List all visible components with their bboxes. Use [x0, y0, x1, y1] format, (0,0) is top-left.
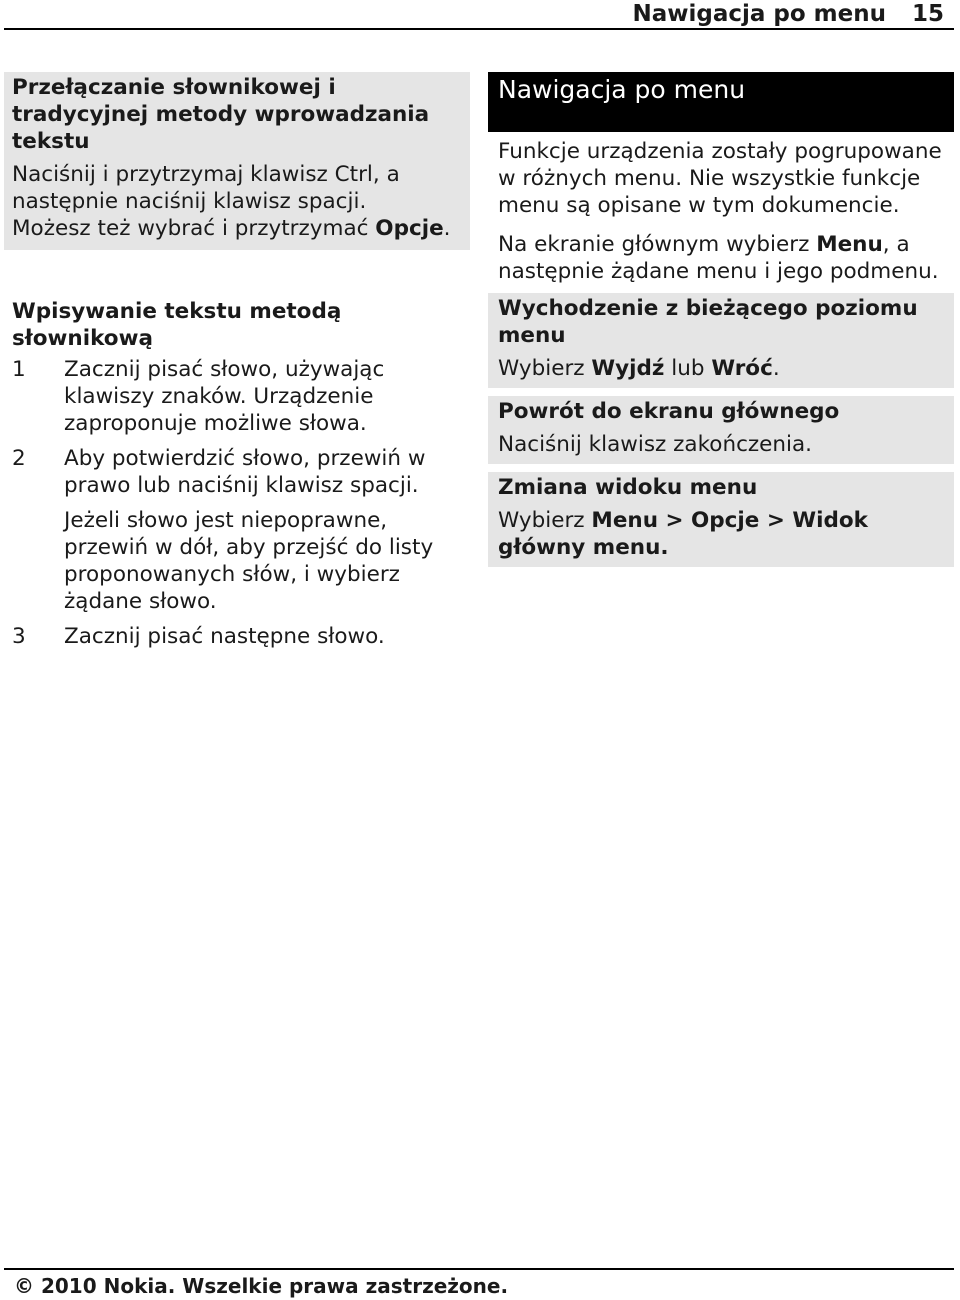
main-view-keyword: Widok główny menu: [498, 508, 868, 560]
footer-rule: [4, 1268, 954, 1270]
para2-suffix: , a następnie żądane menu i jego podmenu.: [498, 232, 939, 284]
tip-title: Przełączanie słownikowej i tradycyjnej metody wprowadzania tekstu: [12, 75, 430, 154]
tip-text: [498, 507, 944, 561]
menu-keyword: Menu: [816, 232, 883, 257]
text-mid: lub: [664, 356, 712, 381]
right-column: [488, 72, 954, 567]
tip-text-2-suffix: .: [443, 216, 451, 241]
text-prefix: Wybierz: [498, 508, 592, 533]
tip-text: [498, 355, 944, 382]
step-text: Aby potwierdzić słowo, przewiń w prawo lub naciśnij klawisz spacji.: [64, 446, 426, 498]
tip-title: Zmiana widoku menu: [498, 475, 758, 500]
section-title-predictive: Wpisywanie tekstu metodą słownikową: [12, 299, 342, 351]
section-heading-menu-navigation: Nawigacja po menu: [488, 72, 954, 132]
steps-list: [4, 356, 470, 650]
menu-keyword: Menu: [591, 508, 659, 533]
tip-text-2-prefix: Możesz też wybrać i przytrzymać: [12, 216, 376, 241]
text-suffix: .: [660, 535, 669, 560]
header-rule: [4, 28, 954, 30]
page-header: [0, 0, 960, 30]
exit-keyword: Wyjdź: [591, 356, 665, 381]
list-item: [4, 356, 470, 437]
tip-box-home-screen: [488, 396, 954, 464]
step-note: Jeżeli słowo jest niepoprawne, przewiń w dół, aby przejść do listy proponowanych słów, i wybierz żądane słowo.: [64, 508, 434, 614]
tip-text-1: Naciśnij i przytrzymaj klawisz Ctrl, a następnie naciśnij klawisz spacji.: [12, 162, 400, 214]
left-column: [4, 72, 470, 658]
para2-prefix: Na ekranie głównym wybierz: [498, 232, 817, 257]
tip-text-2: [12, 215, 462, 242]
tip-title: Powrót do ekranu głównego: [498, 399, 840, 424]
list-item: [4, 623, 470, 650]
text-suffix: .: [772, 356, 780, 381]
tip-box-change-view: [488, 472, 954, 567]
copyright-notice: © 2010 Nokia. Wszelkie prawa zastrzeżone.: [14, 1274, 509, 1298]
tip-title: Wychodzenie z bieżącego poziomu menu: [498, 296, 918, 348]
intro-text: [488, 132, 954, 285]
separator: >: [658, 508, 692, 533]
tip-box-exit-menu: [488, 293, 954, 388]
step-text: Zacznij pisać następne słowo.: [64, 624, 385, 649]
text-prefix: Wybierz: [498, 356, 592, 381]
step-text: Zacznij pisać słowo, używając klawiszy znaków. Urządzenie zaproponuje możliwe słowa.: [64, 357, 385, 436]
step-body: [64, 356, 470, 437]
step-body: [64, 445, 470, 615]
step-number: 3: [12, 624, 26, 649]
separator: >: [759, 508, 793, 533]
step-number: 2: [12, 446, 26, 471]
running-title: Nawigacja po menu: [632, 1, 886, 27]
step-number: 1: [12, 357, 26, 382]
tip-text: Naciśnij klawisz zakończenia.: [498, 432, 813, 457]
tip-box-input-method: [4, 72, 470, 250]
intro-paragraph-2: [498, 231, 944, 285]
options-keyword: Opcje: [691, 508, 760, 533]
step-body: [64, 623, 385, 650]
list-item: [4, 445, 470, 615]
options-keyword: Opcje: [375, 216, 444, 241]
header-text: [632, 0, 944, 28]
back-keyword: Wróć: [711, 356, 773, 381]
intro-paragraph-1: Funkcje urządzenia zostały pogrupowane w różnych menu. Nie wszystkie funkcje menu są opisane w tym dokumencie.: [498, 139, 942, 218]
page-number: 15: [911, 1, 944, 27]
